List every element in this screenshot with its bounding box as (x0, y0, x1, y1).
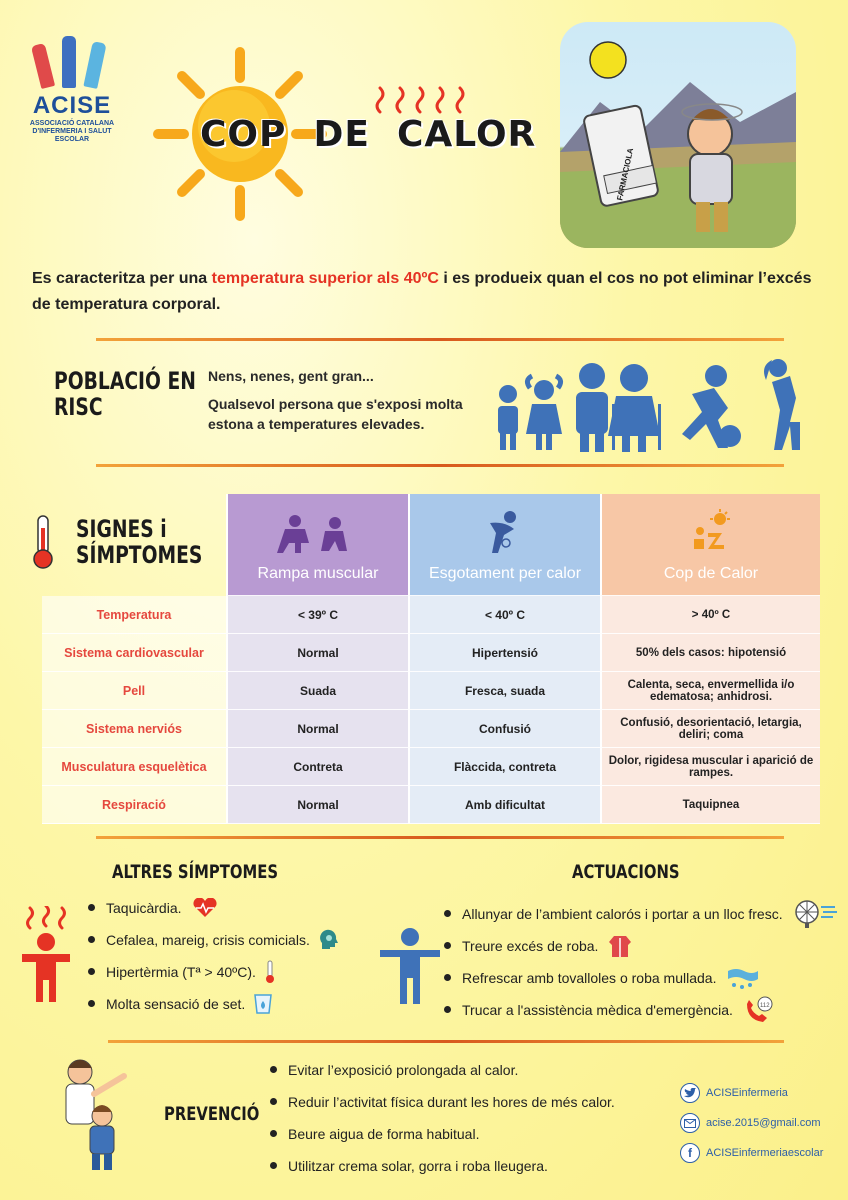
heat-waves-icon (372, 84, 482, 118)
cell-value: Confusió (408, 710, 600, 748)
cell-value: Normal (226, 786, 408, 824)
prevention-list (270, 1054, 615, 1182)
cell-value: Fresca, suada (408, 672, 600, 710)
cramp-icon (273, 513, 363, 553)
divider-1 (96, 338, 784, 341)
list-item: Reduir l’activitat física durant les hores de més calor. (270, 1086, 615, 1118)
table-row (42, 596, 820, 634)
jacket-icon (608, 934, 632, 958)
email-address[interactable]: acise.2015@gmail.com (706, 1117, 821, 1129)
divider-2 (96, 464, 784, 467)
row-label: Respiració (42, 786, 226, 824)
contacts (680, 1078, 823, 1168)
actions-list (444, 898, 839, 1026)
list-item (88, 892, 340, 924)
list-item (444, 962, 839, 994)
twitter-handle[interactable]: ACISEinfermeria (706, 1087, 788, 1099)
cell-value: Calenta, seca, envermellida i/o edematosa; anhidrosi. (600, 672, 820, 710)
action-text: Trucar a l'assistència mèdica d'emergència. (462, 1002, 733, 1018)
list-item (444, 898, 839, 930)
cell-value: Taquipnea (600, 786, 820, 824)
standing-person-icon (380, 928, 440, 1004)
other-symptom-text: Molta sensació de set. (106, 996, 246, 1012)
table-row (42, 748, 820, 786)
thermometer-small-icon (264, 960, 276, 984)
hero-illustration (560, 22, 796, 248)
col-header-cop-label: Cop de Calor (663, 565, 759, 582)
list-item: Evitar l’exposició prolongada al calor. (270, 1054, 615, 1086)
table-row (42, 710, 820, 748)
intro-paragraph (32, 266, 832, 318)
twitter-icon (680, 1083, 700, 1103)
heatstroke-icon (686, 509, 736, 553)
population-heading (54, 368, 196, 421)
row-label: Sistema nerviós (42, 710, 226, 748)
row-label: Pell (42, 672, 226, 710)
acise-logo (22, 34, 122, 144)
cell-value: < 39º C (226, 596, 408, 634)
contact-facebook[interactable] (680, 1138, 823, 1168)
page-title: COP DE CALOR (200, 114, 537, 155)
action-text: Allunyar de l’ambient calorós i portar a un lloc fresc. (462, 906, 783, 922)
population-line1: Nens, nenes, gent gran... (208, 368, 374, 384)
emergency-phone-icon (743, 996, 773, 1024)
list-item (88, 988, 340, 1020)
row-label: Temperatura (42, 596, 226, 634)
actions-heading: ACTUACIONS (572, 861, 680, 883)
cell-value: Dolor, rigidesa muscular i aparició de rampes. (600, 748, 820, 786)
population-figures-icon (494, 358, 814, 454)
nurse-kids-illustration (58, 1054, 130, 1174)
contact-email[interactable] (680, 1108, 823, 1138)
action-text: Treure excés de roba. (462, 938, 599, 954)
row-label: Musculatura esquelètica (42, 748, 226, 786)
table-row (42, 786, 820, 824)
list-item (88, 924, 340, 956)
facebook-page[interactable]: ACISEinfermeriaescolar (706, 1147, 824, 1159)
logo-subtitle-2: D'INFERMERIA I SALUT ESCOLAR (32, 128, 112, 143)
population-line2: Qualsevol persona que s'exposi molta (208, 396, 463, 412)
mascot-icons (22, 34, 122, 92)
cell-value: Hipertensió (408, 634, 600, 672)
svg-text:112: 112 (759, 1003, 770, 1009)
cell-value: 50% dels casos: hipotensió (600, 634, 820, 672)
other-symptoms-heading: ALTRES SÍMPTOMES (112, 861, 278, 883)
divider-4 (108, 1040, 784, 1043)
cell-value: > 40º C (600, 596, 820, 634)
logo-subtitle-1: ASSOCIACIÓ CATALANA (29, 120, 115, 127)
divider-3 (96, 836, 784, 839)
logo-brand: ACISE (32, 92, 112, 119)
cell-value: Confusió, desorientació, letargia, deliri; coma (600, 710, 820, 748)
facebook-icon: f (680, 1143, 700, 1163)
hero-sign-label: FARMACIOLA (615, 147, 636, 202)
exhaustion-icon (480, 509, 530, 553)
intro-after: i es produeix quan el cos no pot eliminar l’excés de temperatura corporal. (32, 270, 812, 313)
signs-heading-line2: SÍMPTOMES (76, 541, 203, 570)
col-header-esgotament (408, 494, 600, 596)
other-symptom-text: Hipertèrmia (Tª > 40ºC). (106, 964, 256, 980)
email-icon (680, 1113, 700, 1133)
cell-value: Normal (226, 710, 408, 748)
col-header-cop (600, 494, 820, 596)
cell-value: Suada (226, 672, 408, 710)
heart-rate-icon (192, 898, 218, 918)
contact-twitter[interactable] (680, 1078, 823, 1108)
cell-value: Amb dificultat (408, 786, 600, 824)
other-symptoms-list (88, 892, 340, 1020)
head-brain-icon (318, 929, 340, 951)
list-item (88, 956, 340, 988)
list-item (444, 930, 839, 962)
action-text: Refrescar amb tovalloles o roba mullada. (462, 970, 717, 986)
intro-highlight: temperatura superior als 40ºC (211, 270, 439, 287)
signs-heading-line1: SIGNES i (76, 515, 167, 543)
population-heading-line1: POBLACIÓ EN (54, 367, 196, 395)
signs-heading (76, 516, 202, 569)
list-item: Utilitzar crema solar, gorra i roba lleugera. (270, 1150, 615, 1182)
intro-before: Es caracteritza per una (32, 270, 212, 287)
prevention-heading: PREVENCIÓ (164, 1103, 260, 1125)
water-glass-icon (253, 993, 273, 1015)
col-header-rampa-label: Rampa muscular (257, 565, 379, 582)
fan-icon (793, 899, 839, 929)
other-symptom-text: Cefalea, mareig, crisis comicials. (106, 932, 310, 948)
table-row (42, 634, 820, 672)
list-item (444, 994, 839, 1026)
row-label: Sistema cardiovascular (42, 634, 226, 672)
population-line3: estona a temperatures elevades. (208, 416, 425, 432)
table-row (42, 672, 820, 710)
cell-value: < 40º C (408, 596, 600, 634)
cell-value: Normal (226, 634, 408, 672)
cell-value: Contreta (226, 748, 408, 786)
other-symptom-text: Taquicàrdia. (106, 900, 182, 916)
population-text (208, 366, 463, 434)
population-heading-line2: RISC (54, 393, 103, 422)
list-item: Beure aigua de forma habitual. (270, 1118, 615, 1150)
overheated-person-icon (16, 906, 76, 1002)
wet-towel-icon (726, 965, 760, 991)
col-header-esgotament-label: Esgotament per calor (428, 565, 582, 582)
col-header-rampa (226, 494, 408, 596)
cell-value: Flàccida, contreta (408, 748, 600, 786)
